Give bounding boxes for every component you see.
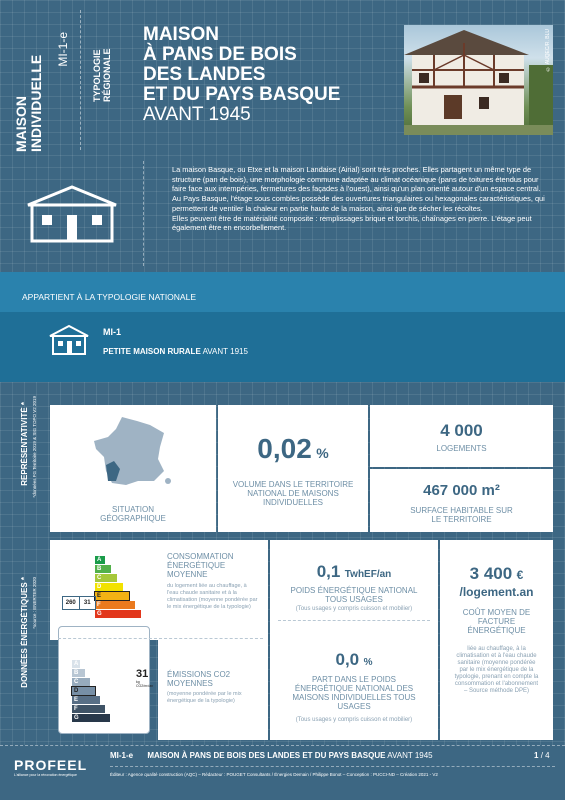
ghg-class-d: D <box>72 687 95 695</box>
energy-label: DONNÉES ÉNERGÉTIQUES * <box>20 577 29 688</box>
consumption-title: CONSOMMATION ÉNERGÉTIQUE MOYENNE <box>167 552 234 579</box>
energy-class-b: B <box>95 565 111 573</box>
energy-class-d: D <box>95 583 123 591</box>
share-value: 0,0 <box>335 650 360 669</box>
france-map <box>92 415 172 491</box>
energy-class-a: A <box>95 556 105 564</box>
header-divider <box>80 10 81 150</box>
profeel-tagline: L'alliance pour la rénovation énergétique <box>14 773 77 777</box>
logements-value: 4 000 <box>440 421 483 440</box>
ghg-value: 31 <box>136 668 149 680</box>
share-panel <box>270 620 438 740</box>
dpe-ghg-value: 31 <box>79 597 96 609</box>
logements-label: LOGEMENTS <box>436 444 487 453</box>
house-photo-drawing <box>404 25 553 135</box>
ghg-class-c: C <box>72 678 90 686</box>
profeel-logo <box>14 757 87 777</box>
energy-left-divider <box>58 638 263 639</box>
energy-class-f: F <box>95 601 135 609</box>
volume-panel <box>218 405 368 532</box>
share-label: PART DANS LE POIDS ÉNERGÉTIQUE NATIONAL DES MAISONS INDIVIDUELLES TOUS USAGES <box>292 675 416 711</box>
house-outline-icon <box>22 185 122 250</box>
page-indicator <box>534 751 550 760</box>
cost-unit: /logement.an <box>459 585 534 599</box>
footer-period: AVANT 1945 <box>387 751 433 760</box>
footer-separator <box>0 745 565 746</box>
surface-value: 467 000 m² <box>423 482 500 499</box>
cost-desc: liée au chauffage, à la climatisation et à l'eau chaude sanitaire (moyenne pondérée par le mix énergétique de la typologie, prenant en compte la consommation et l'abonnement – Source méthode DPE) <box>454 646 539 694</box>
volume-unit: % <box>316 445 329 461</box>
national-period: AVANT 1915 <box>202 347 248 356</box>
page-title <box>143 25 403 125</box>
title-line: ET DU PAYS BASQUE <box>143 84 341 105</box>
header <box>0 0 565 155</box>
cost-label: COÛT MOYEN DE FACTURE ÉNERGÉTIQUE <box>462 608 531 635</box>
ghg-value-block <box>136 668 152 688</box>
title-line: DES LANDES <box>143 64 266 85</box>
title-line: MAISON <box>143 24 219 45</box>
cost-panel <box>440 540 553 740</box>
intro-divider <box>143 161 144 266</box>
situation-label: SITUATION GÉOGRAPHIQUE <box>100 505 166 523</box>
footer-title-line <box>110 751 433 760</box>
national-name: PETITE MAISON RURALE <box>103 347 201 356</box>
energy-label-scale <box>95 556 155 619</box>
ghg-class-e: E <box>72 696 100 704</box>
page-number: 1 <box>534 751 539 760</box>
ghg-scale <box>72 660 132 723</box>
volume-value-line <box>218 433 368 465</box>
code-label: MI-1-e <box>56 32 70 67</box>
emissions-desc: (moyenne pondérée par le mix énergétique de la typologie) <box>167 691 242 704</box>
energy-weight-value: 0,1 <box>316 562 341 581</box>
ghg-class-g: G <box>72 714 110 722</box>
consumption-desc: du logement liée au chauffage, à l'eau chaude sanitaire et à la climatisation (moyenne pondérée par le mix énergétique de la typologie) <box>167 583 258 610</box>
volume-value: 0,02 <box>257 433 312 464</box>
logements-panel <box>370 405 553 467</box>
cost-currency: € <box>516 568 524 582</box>
emissions-title: ÉMISSIONS CO2 MOYENNES <box>167 670 231 688</box>
surface-panel <box>370 469 553 532</box>
title-line: À PANS DE BOIS <box>143 44 297 65</box>
energy-class-e: E <box>95 592 129 600</box>
ghg-unit: kg CO2/m²/an <box>136 680 154 688</box>
footer-rule <box>110 766 555 767</box>
house-photo <box>404 25 553 135</box>
map-panel <box>50 405 216 532</box>
page-total: / 4 <box>540 751 550 760</box>
surface-label: SURFACE HABITABLE SUR LE TERRITOIRE <box>410 506 513 524</box>
profeel-brand: PROFEEL <box>14 757 88 773</box>
footer-credits: Éditeur : Agence qualité construction (AQC) – Rédacteur : POUGET Consultants / Énergies Demain / Philippe Bonot – Conception : PUCCI-ND – Création 2021 - V2 <box>110 772 438 777</box>
intro-section <box>0 155 565 272</box>
photo-credit: © AUQEC/R. BLU <box>545 29 551 72</box>
category-label: MAISON INDIVIDUELLE <box>13 54 44 152</box>
national-typology-header <box>0 272 565 312</box>
energy-note: *source : ENERTER 2020 <box>32 577 37 629</box>
national-code: MI-1 <box>103 327 121 337</box>
energy-mid-divider <box>278 620 430 621</box>
energy-weight-label: POIDS ÉNERGÉTIQUE NATIONAL TOUS USAGES <box>290 586 418 604</box>
national-typology-heading: APPARTIENT À LA TYPOLOGIE NATIONALE <box>22 292 196 302</box>
ghg-class-a: A <box>74 661 79 667</box>
energy-weight-note: (Tous usages y compris cuisson et mobilier) <box>295 606 413 612</box>
energy-class-c: C <box>95 574 117 582</box>
dpe-energy-value: 260 <box>65 600 76 606</box>
national-typology-band <box>0 272 565 382</box>
energy-weight-value-line <box>270 562 438 582</box>
representativity-note: *données FG Territoire 2019 & SIG TOPO V2 2019 <box>32 396 37 498</box>
small-house-icon <box>48 324 90 361</box>
typology-label: TYPOLOGIE RÉGIONALE <box>92 48 112 102</box>
energy-class-g: G <box>95 610 141 618</box>
volume-label: VOLUME DANS LE TERRITOIRE NATIONAL DE MAISONS INDIVIDUELLES <box>232 480 354 507</box>
footer-title: MAISON À PANS DE BOIS DES LANDES ET DU PAYS BASQUE <box>147 751 386 760</box>
cost-value-line <box>440 564 553 584</box>
representativity-label: REPRÉSENTATIVITÉ * <box>20 402 29 486</box>
energy-weight-unit: TwhEF/an <box>344 569 392 580</box>
footer <box>0 745 565 800</box>
ghg-class-f: F <box>72 705 105 713</box>
title-period: AVANT 1945 <box>143 104 251 125</box>
footer-code: MI-1-e <box>110 751 134 760</box>
dpe-value-box <box>62 596 96 610</box>
share-unit: % <box>363 657 373 668</box>
national-name-line <box>103 347 248 356</box>
share-note: (Tous usages y compris cuisson et mobilier) <box>295 717 413 723</box>
ghg-class-b: B <box>72 669 85 677</box>
cost-value: 3 400 <box>469 564 513 583</box>
intro-text: La maison Basque, ou Etxe et la maison Landaise (Airial) sont très proches. Elles partagent un même type de structure (pan de bois), une morphologie commune adaptée au climat océanique (pans de toitures étendus pour faire face aux intempéries, fermetures des façades à l'ouest), ainsi qu'un plan orienté autour d'un espace central. Au Pays Basque, l'étage sous combles possède des ouvertures triangulaires ou hexagonales caractéristiques, qui permettent de ventiler la chaleur en partie haute de la maison, ainsi que de sécher les récoltes. Elles peuvent être de matérialité composite : remplissages brique et torchis, chaînages en pierre. L'étage peut également être en encorbellement. <box>172 165 545 233</box>
share-value-line <box>270 650 438 670</box>
